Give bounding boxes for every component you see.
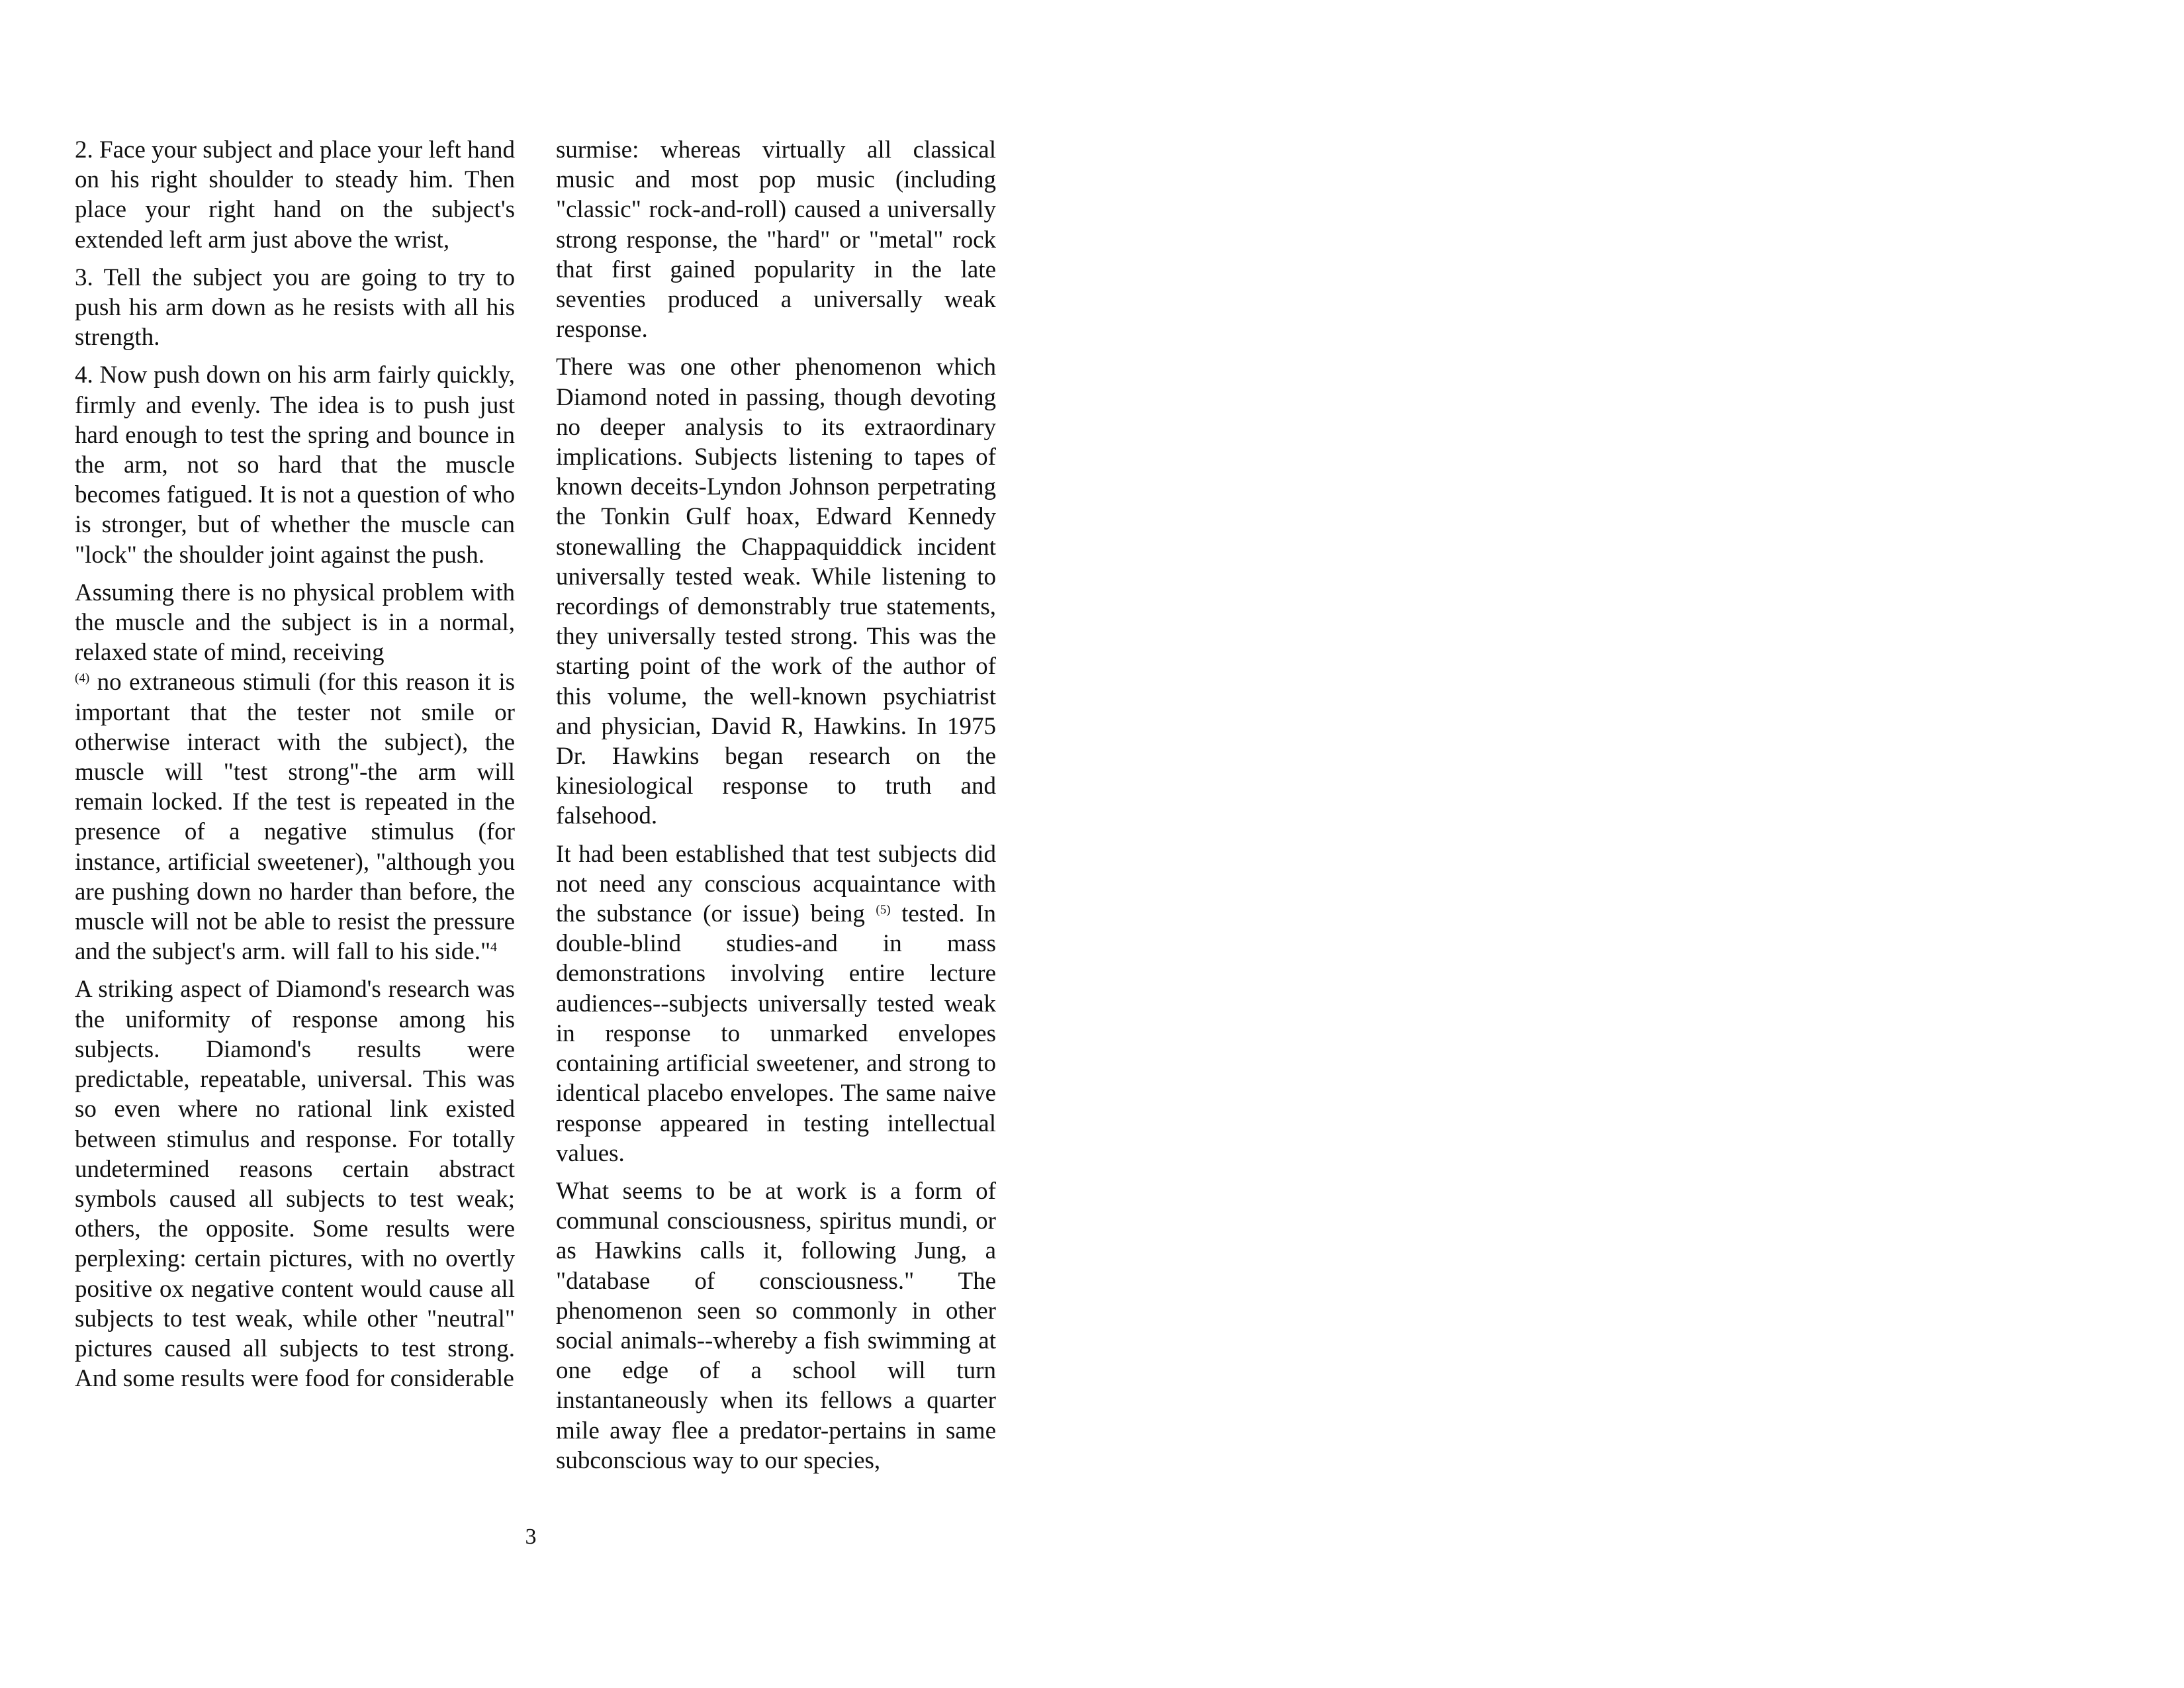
paragraph-other-phenomenon [556, 352, 996, 831]
paragraph-text: tested. In double-blind studies-and in mass demonstrations involving entire lecture audiences--subjects universally tested weak in response to unmarked envelopes containing artificial sweetener, and strong to identical placebo envelopes. The same naive response appeared in testing intellectual values. [556, 900, 997, 1167]
paragraph-communal-consciousness [556, 1176, 996, 1476]
paragraph-established [556, 839, 996, 1168]
paragraph-surmise [556, 135, 996, 344]
paragraph-text: 3. Tell the subject you are going to try to push his arm down as he resists with all his strength. [75, 263, 515, 352]
right-column [556, 135, 996, 1476]
paragraph-text: A striking aspect of Diamond's research was the uniformity of response among his subjects. Diamond's results were predictable, repeatable, universal. This was so even where no rational link existed between stimulus and response. For totally undetermined reasons certain abstract symbols caused all subjects to test weak; others, the opposite. Some results were perplexing: certain pictures, with no overtly positive ox negative content would cause all subjects to test weak, while other "neutral" pictures caused all subjects to test strong. And some results were food for considerable [75, 976, 515, 1393]
margin-marker: (4) [75, 671, 90, 686]
paragraph-text: Assuming there is no physical problem with the muscle and the subject is in a normal, relaxed state of mind, receiving [75, 579, 515, 667]
paragraph-text: 2. Face your subject and place your left hand on his right shoulder to steady him. Then place your right hand on the subject's extended left arm just above the wrist, [75, 136, 515, 254]
paragraph-text: It had been established that test subjects did not need any conscious acquaintance with the substance (or issue) being [556, 840, 996, 928]
paragraph-step-3 [75, 263, 515, 353]
paragraph-step-4 [75, 360, 515, 569]
paragraph-striking-aspect [75, 974, 515, 1393]
left-column [75, 135, 515, 1393]
paragraph-text: 4. Now push down on his arm fairly quickly, firmly and evenly. The idea is to push just hard enough to test the spring and bounce in the arm, not so hard that the muscle becomes fatigued. It is not a question of who is stronger, but of whether the muscle can "lock" the shoulder joint against the push. [75, 361, 515, 569]
paragraph-assuming [75, 578, 515, 967]
paragraph-text: no extraneous stimuli (for this reason it is important that the tester not smile or otherwise interact with the subject), the muscle will "test strong"-the arm will remain locked. If the test is repeated in the presence of a negative stimulus (for instance, artificial sweetener), "although you are pushing down no harder than before, the muscle will not be able to resist the pressure and the subject's arm. will fall to his side." [75, 669, 515, 966]
footnote-reference: 4 [490, 940, 498, 955]
paragraph-text: surmise: whereas virtually all classical music and most pop music (including "classic" rock-and-roll) caused a universally strong response, the "hard" or "metal" rock that first gained popularity in the late seventies produced a universally weak response. [556, 136, 996, 344]
paragraph-text: What seems to be at work is a form of communal consciousness, spiritus mundi, or as Hawkins calls it, following Jung, a "database of consciousness." The phenomenon seen so commonly in other social animals--whereby a fish swimming at one edge of a school will turn instantaneously when its fellows a quarter mile away flee a predator-pertains in same subconscious way to our species, [556, 1177, 996, 1474]
paragraph-step-2 [75, 135, 515, 255]
page-number: 3 [525, 1524, 537, 1549]
margin-marker: (5) [876, 903, 891, 917]
paragraph-text: There was one other phenomenon which Diamond noted in passing, though devoting no deeper analysis to its extraordinary implications. Subjects listening to tapes of known deceits-Lyndon Johnson perpetrating the Tonkin Gulf hoax, Edward Kennedy stonewalling the Chappaquiddick incident universally tested weak. While listening to recordings of demonstrably true statements, they universally tested strong. This was the starting point of the work of the author of this volume, the well-known psychiatrist and physician, David R, Hawkins. In 1975 Dr. Hawkins began research on the kinesiological response to truth and falsehood. [556, 353, 996, 830]
